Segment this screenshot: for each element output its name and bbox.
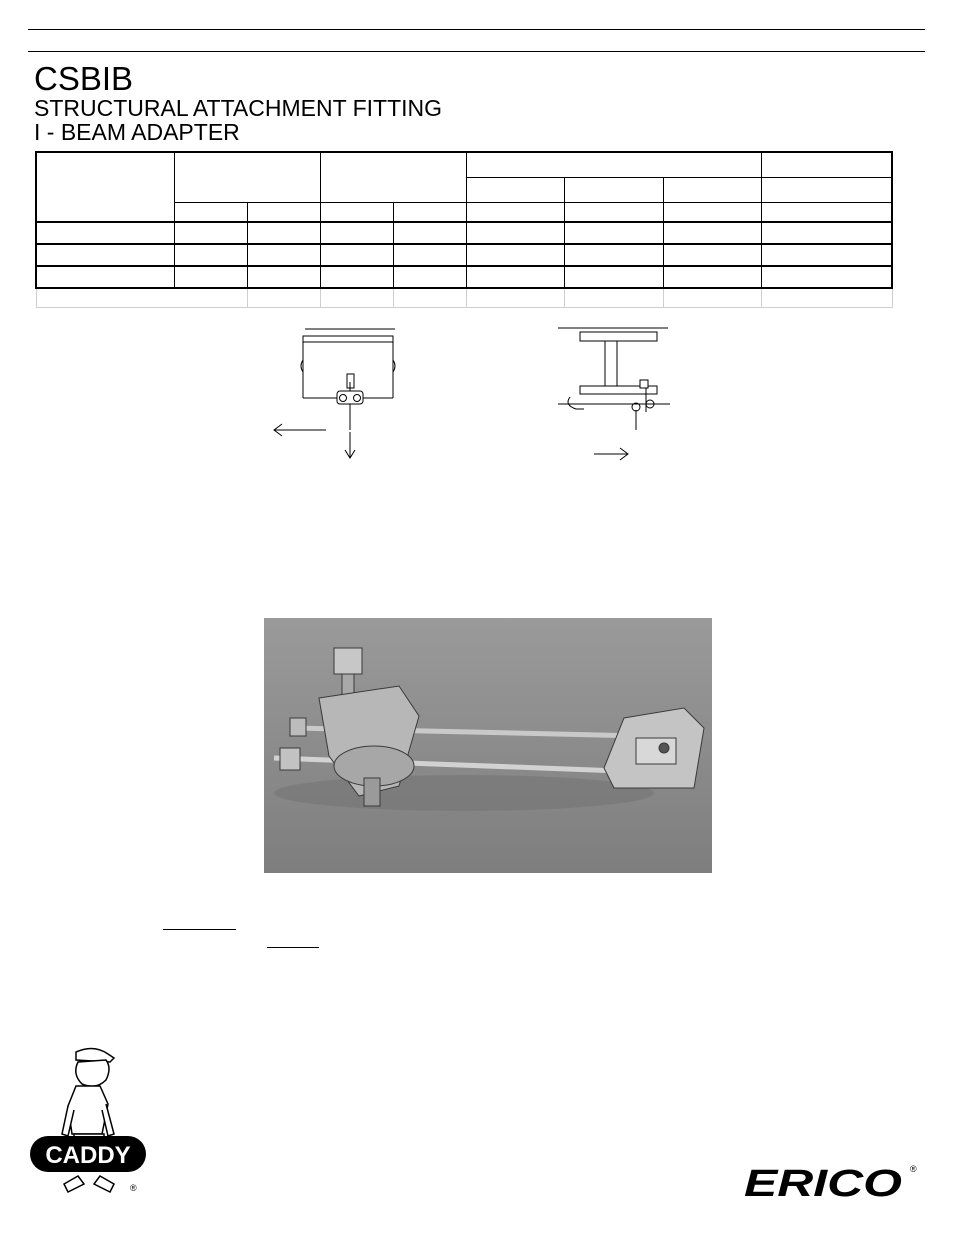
table-cell bbox=[663, 288, 761, 307]
model-title: CSBIB bbox=[34, 60, 134, 97]
table-note-cell bbox=[36, 288, 247, 307]
table-cell bbox=[36, 266, 174, 288]
table-cell bbox=[564, 266, 663, 288]
table-cell bbox=[761, 244, 892, 266]
table-cell bbox=[393, 266, 466, 288]
table-subheader bbox=[466, 177, 564, 202]
end-view-diagram bbox=[550, 320, 680, 470]
table-row bbox=[36, 244, 892, 266]
table-cell bbox=[320, 266, 393, 288]
caddy-registered-mark: ® bbox=[130, 1183, 137, 1193]
table-cell bbox=[247, 288, 320, 307]
table-unit-cell bbox=[761, 202, 892, 222]
table-cell bbox=[466, 244, 564, 266]
table-cell bbox=[320, 244, 393, 266]
table-cell bbox=[36, 222, 174, 244]
erico-registered-mark: ® bbox=[910, 1164, 917, 1174]
table-unit-cell bbox=[247, 202, 320, 222]
table-unit-cell bbox=[564, 202, 663, 222]
table-subheader bbox=[564, 177, 663, 202]
erico-logo-text: ERICO bbox=[744, 1163, 902, 1200]
table-cell bbox=[564, 222, 663, 244]
product-photo bbox=[264, 618, 712, 873]
caddy-logo-text: CADDY bbox=[45, 1142, 131, 1169]
table-header-part-number bbox=[36, 152, 174, 222]
table-subheader bbox=[663, 177, 761, 202]
table-cell bbox=[393, 222, 466, 244]
caddy-logo bbox=[26, 1044, 148, 1196]
table-cell bbox=[761, 266, 892, 288]
table-header-group-1 bbox=[174, 152, 320, 202]
underline-2 bbox=[267, 947, 319, 948]
table-cell bbox=[247, 244, 320, 266]
table-cell bbox=[320, 288, 393, 307]
table-row bbox=[36, 266, 892, 288]
table-unit-cell bbox=[663, 202, 761, 222]
table-cell bbox=[663, 266, 761, 288]
table-cell bbox=[174, 244, 247, 266]
table-unit-cell bbox=[466, 202, 564, 222]
table-subheader bbox=[761, 177, 892, 202]
table-cell bbox=[36, 244, 174, 266]
table-unit-cell bbox=[320, 202, 393, 222]
table-cell bbox=[761, 222, 892, 244]
table-cell bbox=[564, 244, 663, 266]
product-subtitle: STRUCTURAL ATTACHMENT FITTING bbox=[34, 95, 443, 121]
table-cell bbox=[564, 288, 663, 307]
specification-table bbox=[35, 151, 893, 308]
product-type: I - BEAM ADAPTER bbox=[34, 119, 240, 145]
table-cell bbox=[663, 222, 761, 244]
table-header-group-4 bbox=[761, 152, 892, 177]
table-cell bbox=[466, 222, 564, 244]
side-view-diagram bbox=[260, 320, 420, 470]
table-cell bbox=[174, 222, 247, 244]
table-cell bbox=[247, 222, 320, 244]
table-unit-cell bbox=[174, 202, 247, 222]
table-cell bbox=[761, 288, 892, 307]
table-cell bbox=[466, 288, 564, 307]
table-header-group-2 bbox=[320, 152, 466, 202]
underline-1 bbox=[163, 929, 236, 930]
table-cell bbox=[320, 222, 393, 244]
table-header-group-3 bbox=[466, 152, 761, 177]
table-cell bbox=[663, 244, 761, 266]
table-cell bbox=[393, 288, 466, 307]
erico-logo bbox=[742, 1160, 920, 1200]
top-rule bbox=[28, 29, 925, 30]
table-cell bbox=[393, 244, 466, 266]
table-cell bbox=[247, 266, 320, 288]
table-footer-row bbox=[36, 288, 892, 307]
table-cell bbox=[466, 266, 564, 288]
table-row bbox=[36, 222, 892, 244]
table-unit-cell bbox=[393, 202, 466, 222]
table-cell bbox=[174, 266, 247, 288]
header-rule bbox=[28, 51, 925, 52]
